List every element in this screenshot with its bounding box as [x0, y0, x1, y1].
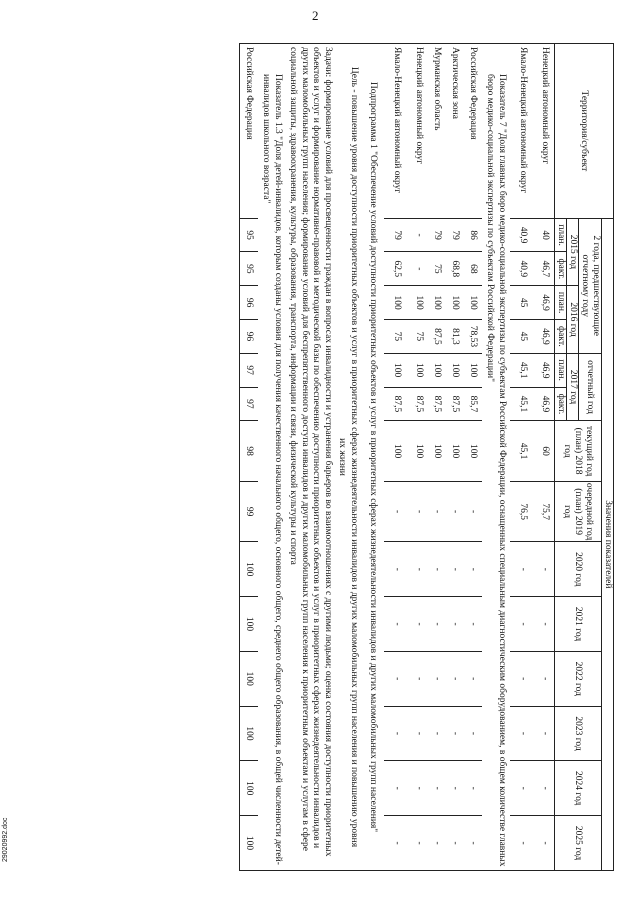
cell-value: 86	[464, 218, 482, 252]
cell-value: -	[464, 761, 482, 816]
row-territory: Арктическая зона	[446, 44, 464, 219]
cell-value: -	[464, 542, 482, 597]
cell-value: 46,9	[536, 353, 555, 387]
cell-value: 75	[384, 320, 410, 354]
cell-value: -	[510, 816, 536, 871]
cell-value: 45,1	[510, 353, 536, 387]
cell-value: -	[536, 761, 555, 816]
cell-value: -	[446, 481, 464, 542]
cell-value: 45,1	[510, 421, 536, 482]
goal-text: Цель - повышение уровня доступности приоритетных объектов и услуг в приоритетных сферах жизнедеятельности инвалидов и других маломобильных групп населения и повышению уровня их жизни	[334, 44, 362, 871]
cell-value: -	[428, 542, 446, 597]
cell-value: -	[428, 761, 446, 816]
cell-value: 98	[240, 421, 259, 482]
cell-value: -	[410, 218, 428, 252]
indicator-7-title: Показатель 7 "Доля главных бюро медико-социальной экспертизы по субъектам Российской Федерации, оснащенных специальным диагностическим оборудованием, в общем количестве главных бюро медико-социальной экспертизы по субъектам Российской Федерации"	[482, 44, 510, 871]
cell-value: -	[536, 816, 555, 871]
cell-value: -	[428, 597, 446, 652]
cell-value: 100	[410, 353, 428, 387]
cell-value: 100	[446, 421, 464, 482]
cell-value: 78,53	[464, 320, 482, 354]
cell-value: -	[410, 706, 428, 761]
cell-value: 100	[240, 597, 259, 652]
cell-value: -	[446, 706, 464, 761]
cell-value: 97	[240, 387, 259, 421]
cell-value: 75,7	[536, 481, 555, 542]
table-row	[446, 44, 464, 871]
cell-value: 79	[446, 218, 464, 252]
table-row	[240, 44, 259, 871]
cell-value: -	[384, 651, 410, 706]
cell-value: -	[410, 542, 428, 597]
row-territory: Ненецкий автономный округ	[536, 44, 555, 219]
table-row	[362, 44, 384, 871]
header-2016: 2016 год	[567, 286, 579, 354]
cell-value: -	[410, 761, 428, 816]
table-row	[428, 44, 446, 871]
header-territory: Территория/субъект	[555, 44, 614, 219]
row-territory: Российская Федерация	[240, 44, 259, 219]
cell-value: 97	[240, 353, 259, 387]
cell-value: -	[410, 252, 428, 286]
page-number: 2	[312, 8, 319, 23]
header-2025: 2025 год	[555, 816, 602, 871]
cell-value: -	[410, 816, 428, 871]
cell-value: -	[536, 651, 555, 706]
cell-value: 40	[536, 218, 555, 252]
cell-value: 99	[240, 481, 259, 542]
cell-value: 46,9	[536, 320, 555, 354]
header-2024: 2024 год	[555, 761, 602, 816]
cell-value: -	[410, 481, 428, 542]
cell-value: 79	[384, 218, 410, 252]
cell-value: 85,7	[464, 387, 482, 421]
table-row	[464, 44, 482, 871]
cell-value: 68,8	[446, 252, 464, 286]
cell-value: 100	[428, 421, 446, 482]
cell-value: 40,9	[510, 252, 536, 286]
cell-value: 68	[464, 252, 482, 286]
cell-value: -	[428, 651, 446, 706]
cell-value: 100	[240, 706, 259, 761]
header-2020: 2020 год	[555, 542, 602, 597]
header-plan: план.	[555, 353, 567, 387]
cell-value: 87,5	[428, 387, 446, 421]
cell-value: -	[384, 481, 410, 542]
cell-value: 100	[464, 286, 482, 320]
table-row	[334, 44, 362, 871]
cell-value: -	[384, 597, 410, 652]
rotated-page	[20, 35, 620, 895]
cell-value: 96	[240, 286, 259, 320]
cell-value: 40,9	[510, 218, 536, 252]
cell-value: 100	[464, 353, 482, 387]
cell-value: -	[510, 542, 536, 597]
subprogram-1-title: Подпрограмма 1 "Обеспечение условий доступности приоритетных объектов и услуг в приоритетных сферах жизнедеятельности инвалидов и других маломобильных групп населения"	[362, 44, 384, 871]
header-two-years: 2 года, предшествующие отчетному году	[579, 218, 602, 353]
header-next-year: очередной год (план) 2019 год	[555, 481, 602, 542]
cell-value: -	[428, 816, 446, 871]
cell-value: 62,5	[384, 252, 410, 286]
table-row	[536, 44, 555, 871]
cell-value: 46,7	[536, 252, 555, 286]
header-2022: 2022 год	[555, 651, 602, 706]
cell-value: 95	[240, 218, 259, 252]
cell-value: -	[446, 542, 464, 597]
document-filename: 29020992.doc	[2, 817, 9, 862]
cell-value: 45	[510, 320, 536, 354]
row-territory: Ненецкий автономный округ	[410, 44, 428, 219]
cell-value: 100	[240, 651, 259, 706]
cell-value: 79	[428, 218, 446, 252]
cell-value: 100	[428, 286, 446, 320]
cell-value: 100	[410, 421, 428, 482]
header-values: Значения показателей	[602, 218, 614, 870]
cell-value: -	[428, 706, 446, 761]
row-territory: Ямало-Ненецкий автономный округ	[510, 44, 536, 219]
cell-value: -	[410, 597, 428, 652]
cell-value: 100	[384, 353, 410, 387]
cell-value: -	[464, 481, 482, 542]
header-reporting-year: отчетный год	[579, 353, 602, 421]
cell-value: -	[384, 761, 410, 816]
header-2015: 2015 год	[567, 218, 579, 286]
indicators-table	[239, 43, 614, 871]
cell-value: 100	[446, 353, 464, 387]
cell-value: 100	[384, 286, 410, 320]
cell-value: 100	[446, 286, 464, 320]
cell-value: -	[510, 651, 536, 706]
header-2023: 2023 год	[555, 706, 602, 761]
indicator-1-3-title: Показатель 1.3 "Доля детей-инвалидов, которым созданы условия для получения качественного начального общего, основного общего, среднего общего образования, в общей численности детей-инвалидов школьного возраста"	[258, 44, 286, 871]
cell-value: -	[536, 706, 555, 761]
cell-value: 95	[240, 252, 259, 286]
cell-value: -	[446, 597, 464, 652]
cell-value: 76,5	[510, 481, 536, 542]
header-fact: факт.	[555, 320, 567, 354]
cell-value: 87,5	[428, 320, 446, 354]
table-row	[510, 44, 536, 871]
header-plan: план.	[555, 286, 567, 320]
table-row	[482, 44, 510, 871]
cell-value: 46,9	[536, 387, 555, 421]
row-territory: Мурманская область	[428, 44, 446, 219]
cell-value: -	[384, 706, 410, 761]
row-territory: Ямало-Ненецкий автономный округ	[384, 44, 410, 219]
table-row	[410, 44, 428, 871]
header-plan: план.	[555, 218, 567, 252]
cell-value: 100	[384, 421, 410, 482]
cell-value: -	[464, 651, 482, 706]
cell-value: -	[446, 816, 464, 871]
cell-value: 87,5	[384, 387, 410, 421]
cell-value: 100	[410, 286, 428, 320]
cell-value: -	[464, 816, 482, 871]
cell-value: -	[510, 597, 536, 652]
cell-value: -	[536, 542, 555, 597]
cell-value: -	[464, 597, 482, 652]
cell-value: 100	[464, 421, 482, 482]
cell-value: 45	[510, 286, 536, 320]
cell-value: -	[384, 542, 410, 597]
cell-value: -	[410, 651, 428, 706]
cell-value: -	[510, 761, 536, 816]
table-row	[258, 44, 286, 871]
cell-value: -	[446, 651, 464, 706]
cell-value: 75	[428, 252, 446, 286]
cell-value: -	[510, 706, 536, 761]
cell-value: 96	[240, 320, 259, 354]
cell-value: -	[446, 761, 464, 816]
cell-value: 100	[240, 542, 259, 597]
cell-value: 81,3	[446, 320, 464, 354]
table-row	[384, 44, 410, 871]
table-row	[286, 44, 334, 871]
cell-value: -	[428, 481, 446, 542]
cell-value: -	[384, 816, 410, 871]
cell-value: 100	[428, 353, 446, 387]
cell-value: 87,5	[446, 387, 464, 421]
header-current-year: текущий год (план) 2018 год	[555, 421, 602, 482]
cell-value: 100	[240, 816, 259, 871]
cell-value: -	[536, 597, 555, 652]
tasks-text: Задачи: формирование условий для просвещенности граждан в вопросах инвалидности и устранения барьеров во взаимоотношениях с другими людьми; оценка состояния доступности приоритетных объектов и услуг и формирование нормативно-правовой и методической базы по обеспечению доступности приоритетных объектов и услуг в приоритетных сферах жизнедеятельности инвалидов и других маломобильных групп населения; формирование условий для беспрепятственного доступа инвалидов и других маломобильных групп населения к приоритетным объектам и услугам в сфере социальной защиты, здравоохранения, культуры, образования, транспорта, информации и связи, физической культуры и спорта	[286, 44, 334, 871]
cell-value: 87,5	[410, 387, 428, 421]
cell-value: 75	[410, 320, 428, 354]
cell-value: 60	[536, 421, 555, 482]
header-2021: 2021 год	[555, 597, 602, 652]
cell-value: -	[464, 706, 482, 761]
cell-value: 45,1	[510, 387, 536, 421]
header-fact: факт.	[555, 252, 567, 286]
cell-value: 100	[240, 761, 259, 816]
header-2017: 2017 год	[567, 353, 579, 421]
header-fact: факт.	[555, 387, 567, 421]
cell-value: 46,9	[536, 286, 555, 320]
row-territory: Российская Федерация	[464, 44, 482, 219]
